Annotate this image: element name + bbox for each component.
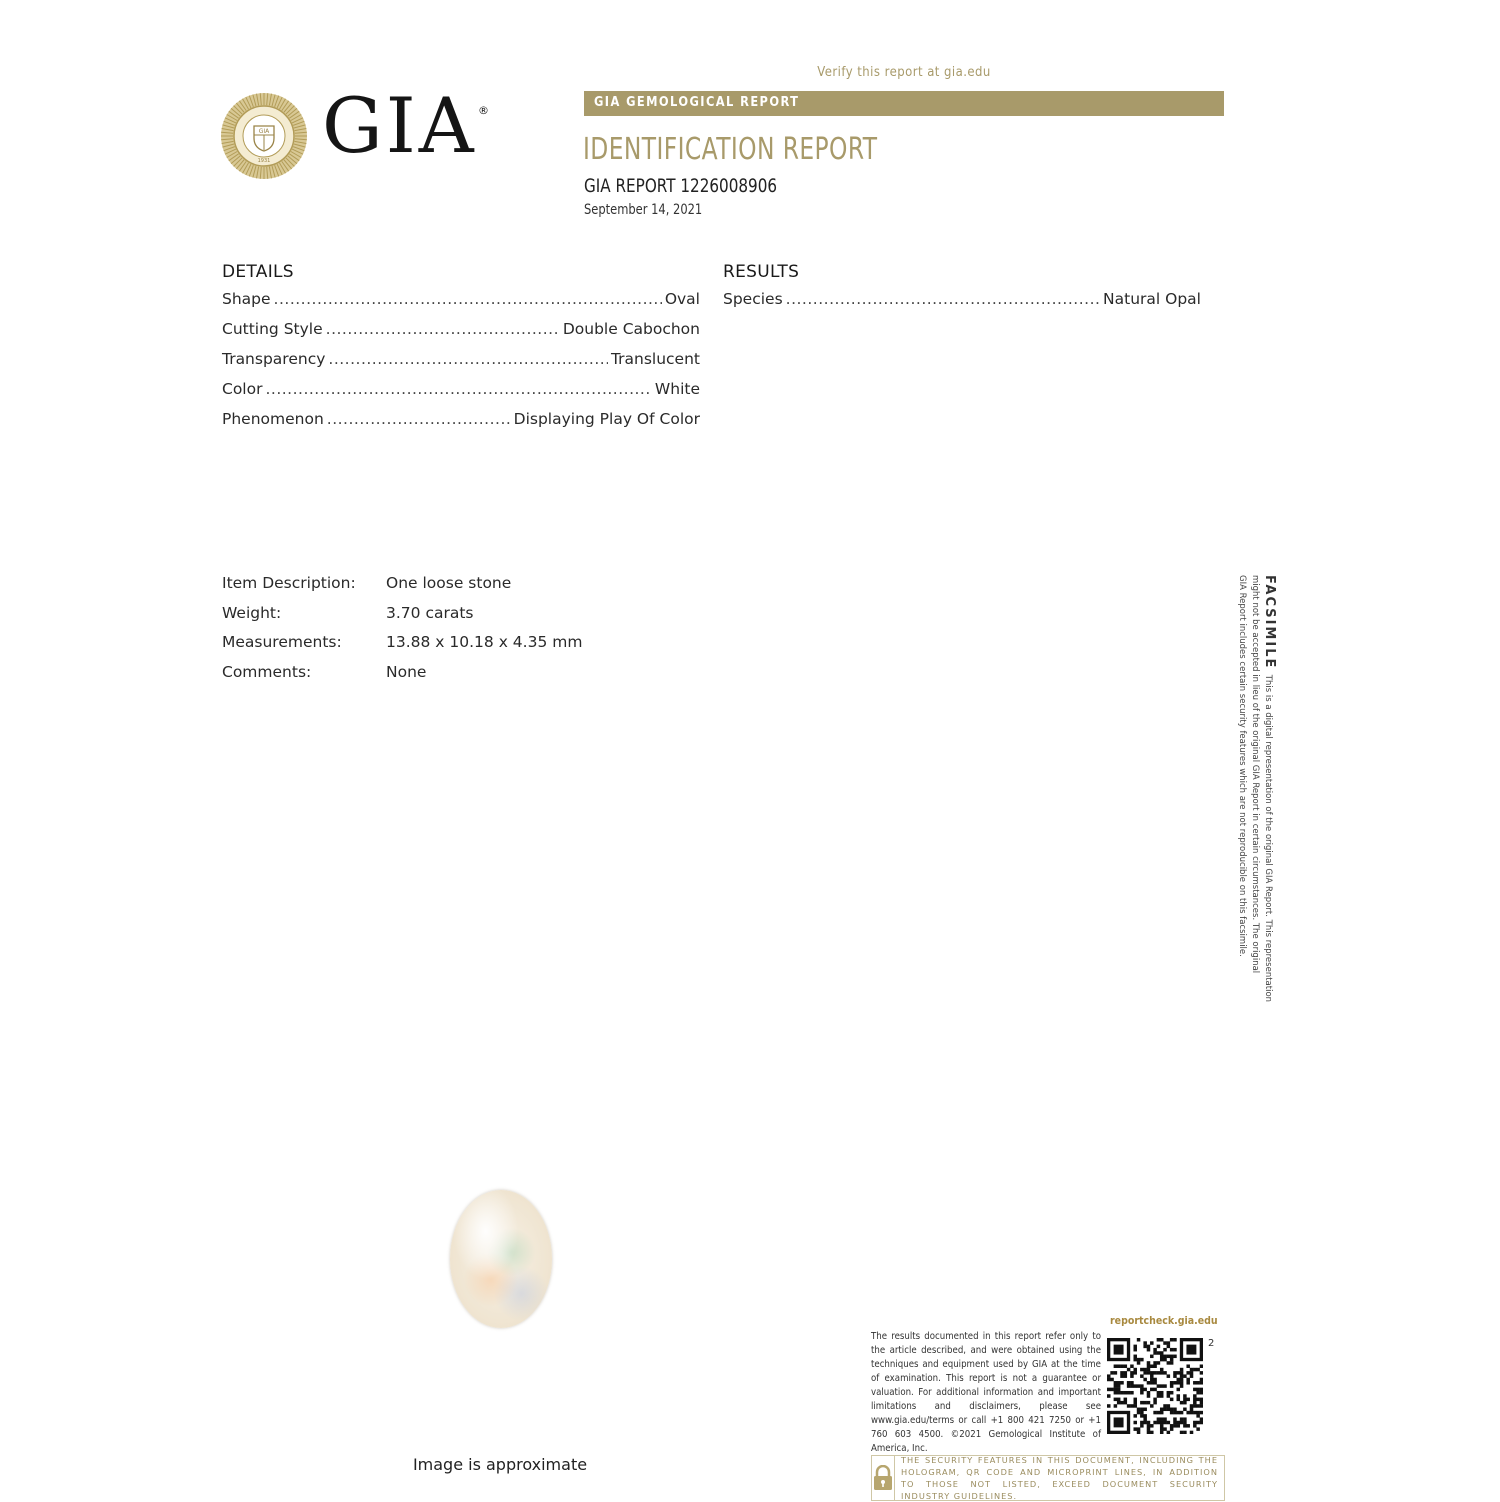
seal-year: 1931 xyxy=(257,158,271,164)
details-row-cutting-style xyxy=(222,320,700,350)
item-value: None xyxy=(386,662,427,681)
item-value: One loose stone xyxy=(386,574,512,592)
results-list xyxy=(723,290,1201,320)
dot-leader xyxy=(786,290,1100,308)
item-value: 3.70 carats xyxy=(386,603,474,622)
dot-leader xyxy=(326,320,560,338)
item-label: Measurements: xyxy=(222,633,342,651)
detail-value: Oval xyxy=(664,290,700,308)
facsimile-title: FACSIMILE xyxy=(1262,575,1277,670)
dot-leader xyxy=(265,380,651,398)
facsimile-notice xyxy=(1236,575,1277,1003)
item-info xyxy=(222,574,582,692)
disclaimer-text: The results documented in this report refer only to the article described, and were obtained using the techniques and equipment used by GIA at the time of examination. This report is not a guarantee or valuation. For additional information and important limitations and disclaimers, please see www.gia.edu/terms or call +1 800 421 7250 or +1 760 603 4500. ©2021 Gemological Institute of America, Inc. xyxy=(871,1331,1101,1454)
image-caption: Image is approximate xyxy=(412,1455,588,1474)
banner-title: GIA GEMOLOGICAL REPORT xyxy=(594,95,800,110)
detail-label: Phenomenon xyxy=(222,410,324,428)
facsimile-line-3: GIA Report includes certain security features which are not reproducible on this facsimile. xyxy=(1237,575,1247,957)
results-heading: RESULTS xyxy=(723,262,800,282)
verify-link-text: Verify this report at gia.edu xyxy=(817,65,991,80)
report-number: GIA REPORT 1226008906 xyxy=(584,175,778,197)
details-list xyxy=(222,290,700,440)
detail-label: Shape xyxy=(222,290,271,308)
dot-leader xyxy=(327,410,511,428)
seal-abbr: GIA xyxy=(258,128,270,135)
page-number: 2 xyxy=(1208,1338,1215,1349)
result-label: Species xyxy=(723,290,783,308)
dot-leader xyxy=(274,290,662,308)
detail-value: Displaying Play Of Color xyxy=(513,410,700,428)
detail-value: White xyxy=(654,380,700,398)
registered-mark: ® xyxy=(478,104,489,117)
item-row-comments xyxy=(222,663,582,693)
report-title: IDENTIFICATION REPORT xyxy=(583,132,878,167)
item-value: 13.88 x 10.18 x 4.35 mm xyxy=(386,633,583,651)
security-notice xyxy=(871,1455,1225,1501)
detail-label: Transparency xyxy=(222,350,326,368)
detail-label: Cutting Style xyxy=(222,320,323,338)
gia-seal-logo xyxy=(220,92,308,180)
results-row-species xyxy=(723,290,1201,320)
details-row-color xyxy=(222,380,700,410)
item-label: Comments: xyxy=(222,662,312,681)
qr-code[interactable] xyxy=(1107,1338,1203,1434)
details-row-transparency xyxy=(222,350,700,380)
item-row-measurements xyxy=(222,633,582,663)
detail-label: Color xyxy=(222,380,263,398)
facsimile-line-1: This is a digital representation of the original GIA Report. This representation xyxy=(1263,674,1273,1003)
lock-icon xyxy=(872,1456,895,1500)
item-row-weight xyxy=(222,604,582,634)
report-date: September 14, 2021 xyxy=(584,202,703,218)
details-heading: DETAILS xyxy=(222,262,294,282)
gia-wordmark: GIA xyxy=(322,81,477,170)
opal-stone-image xyxy=(450,1190,552,1328)
detail-value: Translucent xyxy=(610,350,700,368)
details-row-phenomenon xyxy=(222,410,700,440)
result-value: Natural Opal xyxy=(1103,290,1201,308)
report-banner xyxy=(584,91,1224,116)
item-row-description xyxy=(222,574,582,604)
item-label: Weight: xyxy=(222,603,282,622)
report-check-link[interactable]: reportcheck.gia.edu xyxy=(1110,1315,1218,1327)
detail-value: Double Cabochon xyxy=(562,320,700,338)
security-text: THE SECURITY FEATURES IN THIS DOCUMENT, INCLUDING THE HOLOGRAM, QR CODE AND MICROPRINT LINES, IN ADDITION TO THOSE NOT LISTED, EXCEED DOCUMENT SECURITY INDUSTRY GUIDELINES. xyxy=(901,1455,1218,1501)
details-row-shape xyxy=(222,290,700,320)
facsimile-line-2: might not be accepted in lieu of the original GIA Report in certain circumstances. The original xyxy=(1250,575,1260,974)
item-label: Item Description: xyxy=(222,574,356,592)
dot-leader xyxy=(328,350,608,368)
